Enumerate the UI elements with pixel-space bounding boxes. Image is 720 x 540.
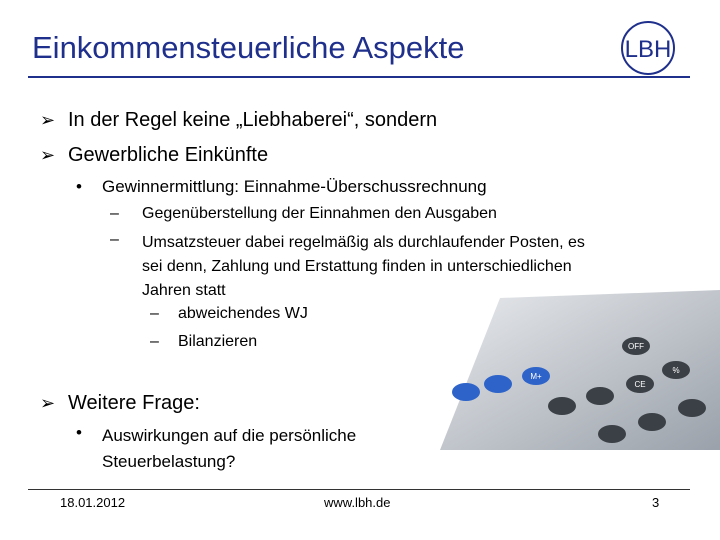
bullet-text: Gewerbliche Einkünfte [68, 144, 269, 166]
bullet-text: Gegenüberstellung der Einnahmen den Ausgaben [142, 205, 497, 222]
calc-key-percent: % [672, 366, 680, 375]
bullet-text: Gewinnermittlung: Einnahme-Überschussrechnung [102, 177, 487, 196]
footer-page-number: 3 [652, 495, 660, 510]
bullet-line: sei denn, Zahlung und Erstattung finden in unterschiedlichen [142, 258, 572, 275]
footer-date: 18.01.2012 [60, 495, 126, 510]
bullet-regel [40, 109, 437, 132]
page-title: Einkommensteuerliche Aspekte [32, 30, 465, 65]
calc-key-ce: CE [634, 380, 646, 389]
bullet-line: Auswirkungen auf die persönliche [102, 426, 357, 445]
bullet-text: abweichendes WJ [178, 305, 308, 322]
sub-bullet-gewinnermittlung [76, 177, 487, 197]
bullet-line: Jahren statt [142, 282, 226, 299]
logo-text: LBH [624, 36, 672, 63]
bullet-line: Umsatzsteuer dabei regelmäßig als durchlaufender Posten, es [142, 234, 585, 251]
dash-bullet-gegenueberstellung [110, 205, 497, 223]
dash-bullet-icon: – [110, 231, 119, 248]
bullet-text: In der Regel keine „Liebhaberei“, sondern [68, 109, 438, 131]
arrow-bullet-icon: ➢ [40, 110, 56, 130]
bullet-gewerbliche [40, 144, 268, 167]
sub-bullet-auswirkungen [76, 423, 356, 475]
dash-bullet-icon: – [150, 333, 159, 350]
dash-bullet-icon: – [150, 305, 159, 322]
calculator-image [440, 290, 720, 450]
arrow-bullet-icon: ➢ [40, 393, 56, 413]
lbh-logo [616, 16, 680, 80]
bullet-text: Bilanzieren [178, 333, 258, 350]
title-rule [28, 76, 690, 78]
calc-key-mplus: M+ [530, 372, 542, 381]
arrow-bullet-icon: ➢ [40, 145, 56, 165]
bullet-weitere-frage [40, 392, 200, 415]
dash-bullet-bilanzieren [150, 333, 257, 351]
bullet-line: Steuerbelastung? [102, 452, 236, 471]
footer-rule [28, 489, 690, 490]
bullet-text-block [102, 423, 356, 475]
dash-bullet-wj [150, 305, 308, 323]
footer-url[interactable]: www.lbh.de [324, 495, 391, 510]
bullet-text: Weitere Frage: [68, 392, 200, 414]
dot-bullet-icon: • [76, 423, 82, 442]
dot-bullet-icon: • [76, 177, 82, 196]
dash-bullet-icon: – [110, 205, 119, 222]
calc-key-off: OFF [628, 342, 644, 351]
